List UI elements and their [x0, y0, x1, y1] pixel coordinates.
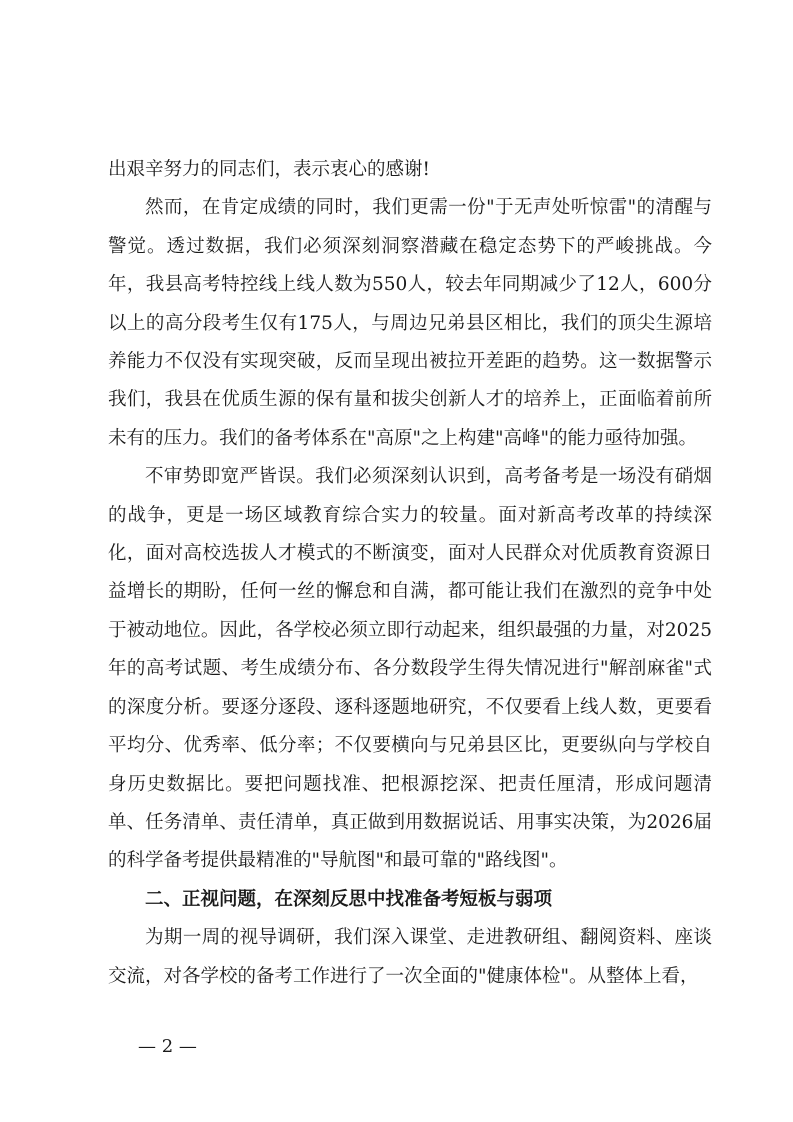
body-text	[108, 151, 712, 996]
paragraph-survey: 为期一周的视导调研，我们深入课堂、走进教研组、翻阅资料、座谈交流，对各学校的备考工作进行了一次全面的"健康体检"。从整体上看，	[108, 927, 712, 987]
paragraph-analysis: 不审势即宽严皆误。我们必须深刻认识到，高考备考是一场没有硝烟的战争，更是一场区域教育综合实力的较量。面对新高考改革的持续深化，面对高校选拔人才模式的不断演变，面对人民群众对优质教育资源日益增长的期盼，任何一丝的懈怠和自满，都可能让我们在激烈的竞争中处于被动地位。因此，各学校必须立即行动起来，组织最强的力量，对2025年的高考试题、考生成绩分布、各分数段学生得失情况进行"解剖麻雀"式的深度分析。要逐分逐段、逐科逐题地研究，不仅要看上线人数，更要看平均分、优秀率、低分率；不仅要横向与兄弟县区比，更要纵向与学校自身历史数据比。要把问题找准、把根源挖深、把责任厘清，形成问题清单、任务清单、责任清单，真正做到用数据说话、用事实决策，为2026届的科学备考提供最精准的"导航图"和最可靠的"路线图"。	[108, 466, 712, 872]
page-number: — 2 —	[138, 1036, 197, 1057]
paragraph-continuation: 出艰辛努力的同志们，表示衷心的感谢!	[108, 159, 430, 180]
paragraph-challenges: 然而，在肯定成绩的同时，我们更需一份"于无声处听惊雷"的清醒与警觉。透过数据，我们必须深刻洞察潜藏在稳定态势下的严峻挑战。今年，我县高考特控线上线人数为550人，较去年同期减少了12人，600分以上的高分段考生仅有175人，与周边兄弟县区相比，我们的顶尖生源培养能力不仅没有实现突破，反而呈现出被拉开差距的趋势。这一数据警示我们，我县在优质生源的保有量和拔尖创新人才的培养上，正面临着前所未有的压力。我们的备考体系在"高原"之上构建"高峰"的能力亟待加强。	[108, 197, 712, 449]
section-heading: 二、正视问题，在深刻反思中找准备考短板与弱项	[145, 888, 553, 910]
